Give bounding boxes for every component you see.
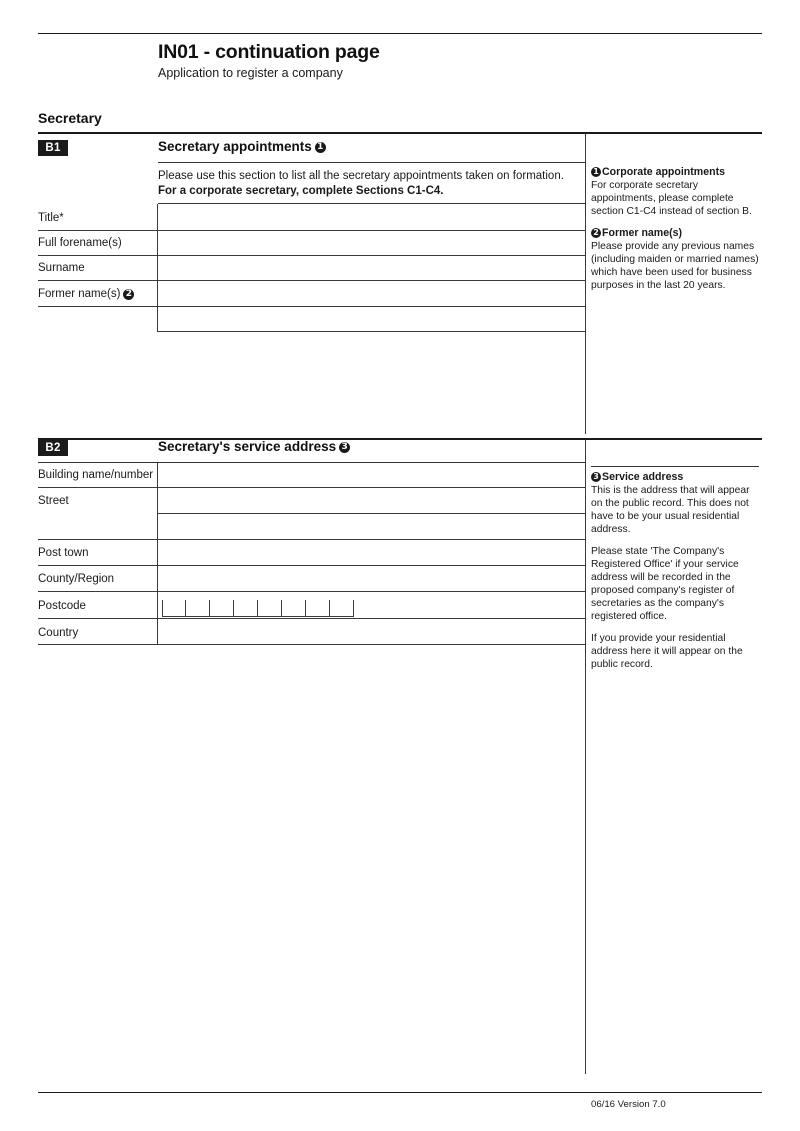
field-rule-street-2 [38, 539, 586, 540]
field-rule-title [38, 230, 586, 231]
guidance-body: If you provide your residential address here it will appear on the public record. [591, 633, 743, 670]
block-title-b1 [158, 139, 326, 154]
guidance-item [591, 166, 759, 218]
guidance-title: Former name(s) [602, 227, 683, 239]
section-heading: Secretary [38, 110, 102, 126]
divider-b1-title [158, 162, 586, 163]
label-county-region: County/Region [38, 573, 115, 585]
footer-version: 06/16 Version 7.0 [591, 1099, 666, 1110]
field-rule-vertical-building [157, 463, 158, 488]
postcode-box[interactable] [234, 600, 258, 617]
block-title-b2-text: Secretary's service address [158, 439, 337, 454]
guidance-body: For corporate secretary appointments, please complete section C1-C4 instead of section B. [591, 180, 752, 217]
field-rule-county [38, 591, 586, 592]
guidance-item [591, 632, 759, 671]
footnote-marker-1-icon: 1 [315, 142, 326, 153]
field-rule-post-town [38, 565, 586, 566]
label-full-forenames: Full forename(s) [38, 237, 122, 249]
postcode-box[interactable] [210, 600, 234, 617]
label-former-names-text: Former name(s) [38, 288, 121, 300]
field-rule-vertical-country [157, 618, 158, 644]
field-rule-vertical-surname [157, 255, 158, 281]
field-rule-vertical-title [157, 204, 158, 230]
label-surname: Surname [38, 262, 85, 274]
instruction-b1-line1: Please use this section to list all the secretary appointments taken on formation. [158, 170, 564, 182]
label-building-name-number: Building name/number [38, 469, 154, 481]
field-rule-street-1 [158, 513, 586, 514]
postcode-box[interactable] [330, 600, 354, 617]
guidance-item [591, 471, 759, 536]
footnote-marker-2-icon: 2 [591, 228, 601, 238]
postcode-box[interactable] [162, 600, 186, 617]
guidance-item [591, 545, 759, 623]
footnote-marker-1-icon: 1 [591, 167, 601, 177]
label-former-names [38, 288, 134, 300]
divider-b2-top [38, 438, 762, 440]
divider-guidance-b2 [591, 466, 759, 467]
footnote-marker-3-icon: 3 [339, 442, 350, 453]
guidance-item [591, 227, 759, 292]
postcode-box[interactable] [258, 600, 282, 617]
badge-b1: B1 [38, 140, 68, 156]
label-post-town: Post town [38, 547, 89, 559]
guidance-divider-b1 [585, 134, 586, 434]
guidance-b2 [591, 471, 759, 671]
badge-b2: B2 [38, 440, 68, 456]
field-rule-surname [38, 280, 586, 281]
label-postcode: Postcode [38, 600, 86, 612]
field-rule-building [38, 487, 586, 488]
footnote-marker-2-icon: 2 [123, 289, 134, 300]
postcode-box[interactable] [282, 600, 306, 617]
footnote-marker-3-icon: 3 [591, 472, 601, 482]
field-rule-vertical-county [157, 565, 158, 591]
guidance-divider-b2 [585, 440, 586, 1074]
label-country: Country [38, 627, 79, 639]
field-rule-vertical-street-1 [157, 487, 158, 513]
document-header [158, 40, 608, 81]
guidance-b1 [591, 166, 759, 301]
field-rule-former-1 [38, 306, 586, 307]
field-rule-vertical-postcode [157, 591, 158, 619]
guidance-title: Corporate appointments [602, 166, 726, 178]
field-rule-former-2 [158, 331, 586, 332]
field-rule-postcode [38, 618, 586, 619]
block-title-b1-text: Secretary appointments [158, 139, 312, 154]
postcode-box[interactable] [306, 600, 330, 617]
guidance-body: This is the address that will appear on the public record. This does not have to be your usual residential address. [591, 485, 750, 535]
field-rule-vertical-former-1 [157, 280, 158, 306]
divider-b2-title [38, 462, 586, 463]
postcode-box[interactable] [186, 600, 210, 617]
instruction-b1 [158, 169, 588, 198]
guidance-title: Service address [602, 471, 684, 483]
page-subtitle: Application to register a company [158, 66, 343, 80]
instruction-b1-line2: For a corporate secretary, complete Sections C1-C4. [158, 184, 444, 197]
field-rule-vertical-former-2 [157, 306, 158, 332]
field-rule-vertical-post-town [157, 539, 158, 565]
field-rule-country [38, 644, 586, 645]
block-title-b2 [158, 439, 350, 454]
page-title: IN01 - continuation page [158, 41, 380, 63]
divider-b1-top [38, 132, 762, 134]
guidance-body: Please provide any previous names (including maiden or married names) which have been used for business purposes in the last 20 years. [591, 241, 759, 291]
field-rule-vertical-street-2 [157, 513, 158, 539]
field-rule-vertical-forenames [157, 230, 158, 256]
postcode-boxes[interactable] [162, 600, 372, 617]
label-title: Title* [38, 212, 64, 224]
field-rule-forenames [38, 255, 586, 256]
label-street: Street [38, 495, 69, 507]
form-page [38, 33, 762, 1110]
divider-b1-instruction [158, 203, 586, 204]
guidance-body: Please state 'The Company's Registered Office' if your service address will be recorded in the proposed company's register of secretaries as the company's registered office. [591, 546, 739, 622]
